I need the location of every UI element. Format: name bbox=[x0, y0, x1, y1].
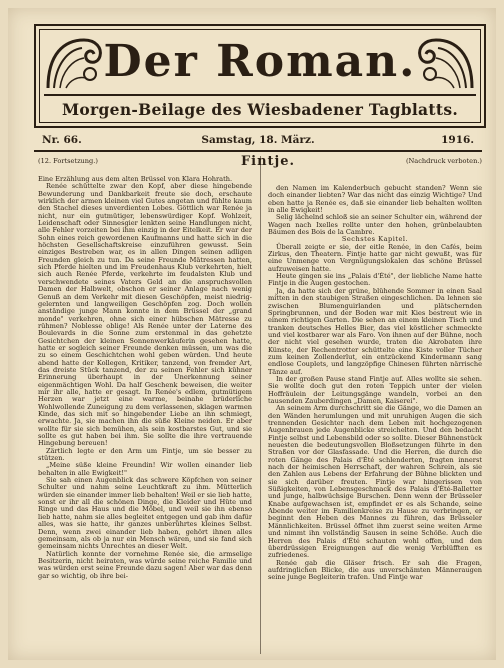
paragraph: Sie sah einen Augenblick das schwere Köpfchen von seiner Schulter und nahm seine Leuchtkraft zu ihm. Mütterlich würden sie einander immer lieb behalten! Weil er sie lieb hatte, sonst er ihr all die schönen Dinge, die Kleider und Hüte und Ringe und das Haus und die Möbel, und weil sie ihn ebenso lieb hatte, nahm sie alles begleitet entgegen und gab ihm dafür alles, was sie hatte, ihr ganzes unberührtes kleines Selbst. Denn, wenn zwei einander lieb haben, gehört ihnen alles gemeinsam, als ob ja nur ein Mensch wären, und sie fand sich gemeinsam nichts Unrechtes an dieser Welt. bbox=[38, 476, 252, 551]
issue-date: Samstag, 18. März. bbox=[201, 134, 315, 146]
paragraph: Überall zeigte er sie, der eitle Renée, in den Cafés, beim Zirkus, den Theatern. Fintje hatte gar nicht gewußt, was für eine Unmenge von Vergnügungslokalen das schöne Brüssel aufzuweisen hatte. bbox=[268, 242, 482, 273]
paragraph: Ja, da hatte sich der grüne, blühende Sommer in einen Saal mitten in den staubigen Straßen eingeschlichen. Da lehnen sie zwischen Blumenguirlanden und plätschernden Springbrunnen, und der Boden war mit Kies bestreut wie in einem richtigen Garten. Die sehen an einem kleinen Tisch und tranken deutsches Helles Bier, das viel köstlicher schmeckte und viel kostbarer war als Faro. Von ihnen auf der Bühne, noch der nicht viel gesehen wurde, traten die Akrobaten ihre Künste, der Rechentrotter schüttelte eine Kiste voller Tücher zum keinen Zollenderlut, ein entzückend Kindermann sang endlose Couplets, und langzöpfige Chinesen führten närrische Tänze auf. bbox=[268, 286, 482, 376]
masthead-divider bbox=[44, 94, 476, 96]
paragraph: Renée gab die Gläser frisch. Er sah die Fragen, aufdringlichen Blicke, die aus unverschämten Männeraugen seine junge Begleiterin trafen. Und Fintje war bbox=[268, 558, 482, 582]
masthead bbox=[34, 24, 486, 128]
paragraph: „Meine süße kleine Freundin! Wir wollen einander lieb behalten in alle Ewigkeit!" bbox=[38, 461, 252, 477]
story-byline: Eine Erzählung aus dem alten Brüssel von Klara Hohrath. bbox=[38, 175, 233, 183]
issue-number: Nr. 66. bbox=[42, 134, 82, 146]
issue-info-bar bbox=[34, 132, 482, 148]
article-body bbox=[38, 156, 482, 656]
paragraph: Renée schüttelte zwar den Kopf, aber diese hingebende Bewunderung und Dankbarkeit freute sie doch, erschaute wirklich der armen kleinen viel Gutes angetan und fühlte kaum den Stachel dieses unverdienten Lobes. Göttlich war Renée ja nicht, nur ein gutmütiger, lebenswürdiger Kopf. Wohlzeit, Leidenschaft oder Sinnesgier lenkten seine Handlungen nicht, alle Fehler vorzeiten bei ihm einzig in der Eitelkeit. Er war der Sohn eines reich gewordenen Kaufmanns und hatte sich in die höchsten Gesellschaftskreise einzuführen gewusst. Sein einziges Bestreben war, es in allen Dingen seinen adligen Freunden gleich zu tun. Da seine Freunde Mätressen hatten, sich Pferde hielten und im Freudenhaus Klub verkehrten, hielt sich auch Renée Pferde, verkehrte im feudalsten Klub und verschwendete seines Vaters Geld an die anspruchsvollen Damen der Halbwelt, obschon er seiner Anlage nach wenig Genuß an dem Verkehr mit diesen Geschöpfen, meist niedrig-gelernten und langweiligen Geschöpfen zog. Doch wollen anständige junge Mann konnte in dem Brüssel der „grand monde" verkehren, ohne sich einer hübschen Mätresse zu rühmen? Noblesse oblige! Als Renée unter der Laterne des Boulevards in die Sonne zum erstenmal in das gehetzte Gesichtchen der kleinen Sonnenwerkäuferin gesehen hatte, hatte er sogleich seiner Freunde denken müssen, um was die zu so einem Geschichtchen wohl geben würden. Und heute abend hatte der Kollegen, Kritiker, tanzend, von fremder Art, das dreiste Stück tanzend, der zu seinen Fehler sich kühner Erinnerung überhaupt in der Unerkennung seiner eigenmächtigen Wohl. Da half Geschenk beweisen, die weiter mir ihr alle, hatte er gesagt. In Renée's edlem, gutmütigem Herzen war jetzt eine warme, beinahe brüderliche Wohlwollende Zuneigung zu dem verlassenen, sklagen warmen Kinde, das sich mit so hingebender Liebe an ihn schmiegt, erwachte. Ja, sie machen ihn die süße Kleine neiden. Er aber wollte für sie sich bemühen, als sein kostbarstes Gut, und sie sollte es gut haben bei ihm. Sie sollte die ihre vertrauende Hingebung bereuen! bbox=[38, 182, 252, 448]
newspaper-title: Der Roman. bbox=[103, 36, 417, 87]
article-header-right bbox=[268, 156, 482, 176]
masthead-frame bbox=[39, 29, 481, 123]
paragraph: Natürlich konnte der vornehme Renée sie, die armselige Besitzerin, nicht heiraten, was würde seine reiche Familie und was würden erst seine Freunde dazu sagen! Aber war das denn gar so wichtig, ob ihre bei- bbox=[38, 549, 252, 580]
newspaper-page bbox=[8, 8, 496, 660]
column-divider bbox=[260, 156, 261, 654]
paragraph: Selig lächelnd schloß sie an seiner Schulter ein, während der Wagen nach Ixelles rollte unter den hohen, grünbelaubten Bäumen des Bois de la Cambre. bbox=[268, 213, 482, 237]
header-rule bbox=[34, 150, 482, 152]
column-left bbox=[38, 156, 252, 654]
reprint-notice: (Nachdruck verboten.) bbox=[405, 157, 482, 165]
paragraph: An seinem Arm durchschritt sie die Gänge, wo die Damen an den Wänden herumlungen und mit unruhigen Augen die sich trennenden Gesichter nach dem Leben mit hochgezogenen Augenbrauen jede Augenblicke streichelten. Und den bedacht Fintje selbst und Lebensbild oder so sollte. Dieser Bühnenstück neuesten die bedeutungsvollen Bloßsetzungen führte in den Straßen vor der Glasfassade. Und die Herren, die durch die roten Gänge des Palais d'Été schlenderten, fragten innerst nach der heimischen Herrschaft, der wahren Schrein, als sie den Zahlen aus Lebens der Erfahrung der Bühne blickten und sie sich darüber freuten. Fintje war hingerissen von Süßigkeiten, von Lebensgeschmack des Palais d'Été-Balletter und junge, halbwüchsige Burschen. Denn wenn der Brüsseler Knabe aufgewachsen ist, empfindet er es als Schande, seine Abende weiter im Familienkreise zu Hause zu verbringen, er beginnt den Heben des Mannes zu führen, das Brüsseler Männlichkeiten. Brüssel öffnet ihm zuerst seine weiten Arme und nimmt ihn vollständig Sausen in seine Schöße. Auch die Herren des Palais d'Été schauten wohl offen, und den überdrüssigen Ereignungen auf die wenig Verblüfften es zufriedenes. bbox=[268, 404, 482, 560]
paragraph: Heute gingen sie ins „Palais d'Été", der liebliche Name hatte Fintje in die Augen gestochen. bbox=[268, 272, 482, 288]
story-title: Fintje. bbox=[240, 154, 296, 169]
continuation-note: (12. Fortsetzung.) bbox=[38, 157, 98, 165]
newspaper-subtitle: Morgen-Beilage des Wiesbadener Tagblatts. bbox=[61, 100, 459, 119]
chapter-heading: Sechstes Kapitel. bbox=[341, 235, 409, 244]
issue-year: 1916. bbox=[441, 134, 474, 146]
column-right bbox=[268, 156, 482, 654]
paragraph: In der großen Pause stand Fintje auf. Alles wollte sie sehen. Sie wollte doch gut den roten Teppich unter der vielen Hoffräulein der Leitungsgänge wandeln, vorbei an den tausenden Zauberdingen „Damen, Kaiserei". bbox=[268, 374, 482, 405]
paragraph: Zärtlich legte er den Arm um Fintje, um sie besser zu stützen. bbox=[38, 446, 252, 463]
paragraph: den Namen im Kalenderbuch gebucht standen? Wenn sie doch einander liebten? War das nicht das einzig Wichtige? Und eben hatte ja Renée es, daß sie einander lieb behalten wollten in alle Ewigkeit! bbox=[268, 184, 482, 215]
